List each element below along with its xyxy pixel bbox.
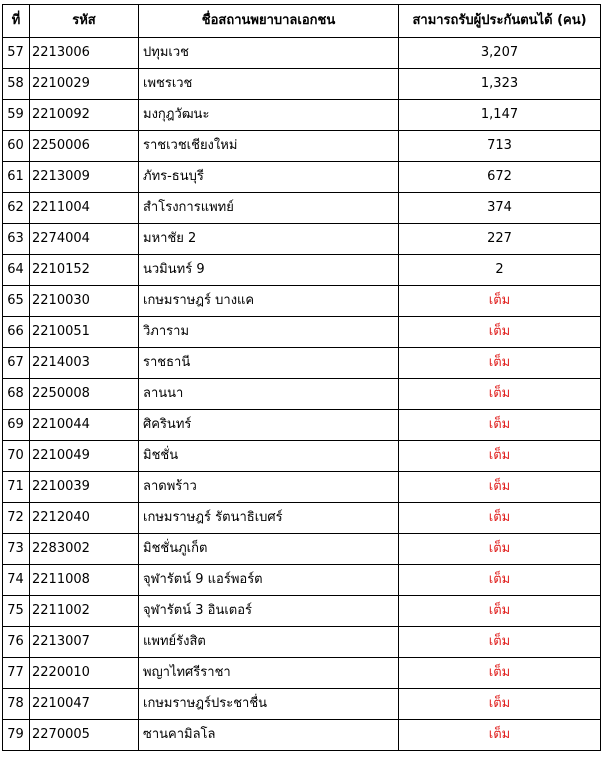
capacity-value: เต็ม [399,441,601,472]
header-code: รหัส [30,5,139,38]
hospital-name: เกษมราษฎร์ประชาชื่น [139,689,399,720]
hospital-code: 2213009 [30,162,139,193]
hospital-code: 2213006 [30,38,139,69]
capacity-value: เต็ม [399,472,601,503]
capacity-value: เต็ม [399,658,601,689]
hospital-code: 2210029 [30,69,139,100]
header-name: ชื่อสถานพยาบาลเอกชน [139,5,399,38]
table-row [3,162,601,193]
hospital-name: มหาชัย 2 [139,224,399,255]
row-number: 64 [3,255,30,286]
hospital-name: มิชชั่น [139,441,399,472]
table-row [3,472,601,503]
hospital-name: สำโรงการแพทย์ [139,193,399,224]
hospital-name: ลานนา [139,379,399,410]
table-row [3,38,601,69]
hospital-code: 2210030 [30,286,139,317]
hospital-name: ศิครินทร์ [139,410,399,441]
hospital-name: แพทย์รังสิต [139,627,399,658]
table-header-row [3,5,601,38]
hospital-name: วิภาราม [139,317,399,348]
capacity-value: เต็ม [399,348,601,379]
table-row [3,224,601,255]
hospital-name: ลาดพร้าว [139,472,399,503]
header-capacity: สามารถรับผู้ประกันตนได้ (คน) [399,5,601,38]
table-row [3,596,601,627]
capacity-value: เต็ม [399,379,601,410]
row-number: 76 [3,627,30,658]
row-number: 61 [3,162,30,193]
row-number: 71 [3,472,30,503]
capacity-value: 1,323 [399,69,601,100]
capacity-value: 3,207 [399,38,601,69]
hospital-name: ราชเวชเชียงใหม่ [139,131,399,162]
hospital-name: เกษมราษฎร์ รัตนาธิเบศร์ [139,503,399,534]
table-row [3,534,601,565]
row-number: 69 [3,410,30,441]
hospital-name: ราชธานี [139,348,399,379]
capacity-value: 713 [399,131,601,162]
table-row [3,69,601,100]
row-number: 75 [3,596,30,627]
row-number: 67 [3,348,30,379]
table-row [3,255,601,286]
table-row [3,193,601,224]
row-number: 74 [3,565,30,596]
table-row [3,441,601,472]
table-row [3,658,601,689]
table-row [3,317,601,348]
capacity-value: 672 [399,162,601,193]
row-number: 63 [3,224,30,255]
capacity-value: เต็ม [399,534,601,565]
capacity-value: เต็ม [399,565,601,596]
hospital-code: 2210047 [30,689,139,720]
hospital-code: 2250008 [30,379,139,410]
row-number: 57 [3,38,30,69]
hospital-code: 2220010 [30,658,139,689]
hospital-code: 2283002 [30,534,139,565]
row-number: 66 [3,317,30,348]
table-row [3,503,601,534]
row-number: 70 [3,441,30,472]
hospital-name: เพชรเวช [139,69,399,100]
hospital-name: เกษมราษฎร์ บางแค [139,286,399,317]
hospital-name: ปทุมเวช [139,38,399,69]
table-row [3,565,601,596]
capacity-value: เต็ม [399,689,601,720]
hospital-code: 2211008 [30,565,139,596]
row-number: 59 [3,100,30,131]
table-row [3,286,601,317]
row-number: 60 [3,131,30,162]
capacity-value: 374 [399,193,601,224]
hospital-name: จุฬารัตน์ 9 แอร์พอร์ต [139,565,399,596]
table-row [3,627,601,658]
hospital-code: 2270005 [30,720,139,751]
hospital-name: จุฬารัตน์ 3 อินเตอร์ [139,596,399,627]
hospital-code: 2274004 [30,224,139,255]
table-row [3,689,601,720]
hospital-name: มงกุฎวัฒนะ [139,100,399,131]
table-row [3,131,601,162]
hospital-code: 2210051 [30,317,139,348]
hospital-capacity-table [2,4,601,751]
hospital-name: ภัทร-ธนบุรี [139,162,399,193]
row-number: 72 [3,503,30,534]
row-number: 78 [3,689,30,720]
hospital-code: 2213007 [30,627,139,658]
hospital-name: ซานคามิลโล [139,720,399,751]
hospital-code: 2211004 [30,193,139,224]
hospital-code: 2210092 [30,100,139,131]
capacity-value: เต็ม [399,596,601,627]
table-row [3,348,601,379]
row-number: 73 [3,534,30,565]
hospital-code: 2210152 [30,255,139,286]
hospital-code: 2214003 [30,348,139,379]
row-number: 62 [3,193,30,224]
table-row [3,410,601,441]
capacity-value: เต็ม [399,410,601,441]
row-number: 79 [3,720,30,751]
capacity-value: เต็ม [399,317,601,348]
table-row [3,100,601,131]
row-number: 68 [3,379,30,410]
capacity-value: เต็ม [399,720,601,751]
capacity-value: เต็ม [399,503,601,534]
capacity-value: 1,147 [399,100,601,131]
table-row [3,379,601,410]
row-number: 77 [3,658,30,689]
hospital-code: 2210049 [30,441,139,472]
hospital-code: 2210039 [30,472,139,503]
capacity-value: เต็ม [399,627,601,658]
row-number: 65 [3,286,30,317]
hospital-code: 2211002 [30,596,139,627]
hospital-name: มิชชั่นภูเก็ต [139,534,399,565]
hospital-code: 2212040 [30,503,139,534]
hospital-name: นวมินทร์ 9 [139,255,399,286]
hospital-code: 2210044 [30,410,139,441]
capacity-value: 2 [399,255,601,286]
table-row [3,720,601,751]
hospital-code: 2250006 [30,131,139,162]
hospital-name: พญาไทศรีราชา [139,658,399,689]
capacity-value: เต็ม [399,286,601,317]
header-no: ที่ [3,5,30,38]
capacity-value: 227 [399,224,601,255]
row-number: 58 [3,69,30,100]
